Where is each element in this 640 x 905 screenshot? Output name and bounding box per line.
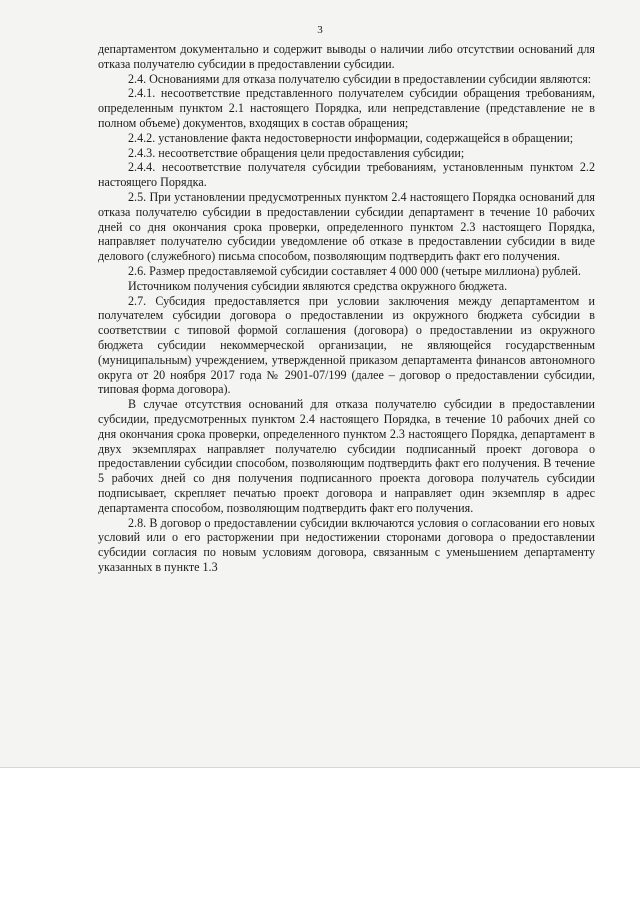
paragraph-continuation: департаментом документально и содержит выводы о наличии либо отсутствии оснований для отказа получателю субсидии в предоставлении субсидии. [98, 42, 595, 71]
document-body [98, 42, 595, 575]
page-number: 3 [317, 24, 323, 36]
paragraph-2-4: 2.4. Основаниями для отказа получателю субсидии в предоставлении субсидии являются: [128, 71, 592, 86]
paragraph-2-8: 2.8. В договор о предоставлении субсидии включаются условия о согласовании его новых условий или о его расторжении при недостижении сторонами договора о предоставлении субсидии согласия по новым условиям договора, связанным с уменьшением департаменту указанных в пункте 1.3 [98, 515, 595, 574]
blank-area [0, 768, 640, 905]
paragraph-2-4-3: 2.4.3. несоответствие обращения цели предоставления субсидии; [128, 145, 465, 160]
paragraph-2-5: 2.5. При установлении предусмотренных пунктом 2.4 настоящего Порядка оснований для отказа получателю субсидии в предоставлении субсидии департамент в течение 10 рабочих дней со дня окончания срока проверки, определенного пунктом 2.3 настоящего Порядка, направляет получателю субсидии уведомление об отказе в предоставлении субсидии в виде делового (служебного) письма способом, позволяющим подтвердить факт его получения. [98, 189, 595, 264]
paragraph-2-7: 2.7. Субсидия предоставляется при условии заключения между департаментом и получателем субсидии договора о предоставлении из окружного бюджета субсидии в соответствии с типовой формой соглашения (договора) о предоставлении из окружного бюджета субсидии некоммерческой организации, не являющейся государственным (муниципальным) учреждением, утвержденной приказом департамента финансов автономного округа от 20 ноября 2017 года № 2901-07/199 (далее – договор о предоставлении субсидии, типовая форма договора). [98, 293, 595, 397]
paragraph-2-4-1: 2.4.1. несоответствие представленного получателем субсидии обращения требованиям, определенным пунктом 2.1 настоящего Порядка, или непредставление (представление не в полном объеме) документов, входящих в состав обращения; [98, 86, 595, 130]
paragraph-funding-source: Источником получения субсидии являются средства окружного бюджета. [128, 278, 508, 293]
paragraph-no-grounds: В случае отсутствия оснований для отказа получателю субсидии в предоставлении субсидии, предусмотренных пунктом 2.4 настоящего Порядка, в течение 10 рабочих дней со дня окончания срока проверки, определенного пунктом 2.3 настоящего Порядка, департамент в двух экземплярах направляет получателю субсидии подписанный проект договора о предоставлении субсидии способом, позволяющим подтвердить факт его получения. В течение 5 рабочих дней со дня получения подписанного проекта договора получатель субсидии подписывает, скрепляет печатью проект договора и направляет один экземпляр в адрес департамента способом, позволяющим подтвердить факт его получения. [98, 397, 595, 515]
paragraph-2-4-2: 2.4.2. установление факта недостоверности информации, содержащейся в обращении; [128, 130, 574, 145]
paragraph-2-4-4: 2.4.4. несоответствие получателя субсидии требованиям, установленным пунктом 2.2 настоящего Порядка. [98, 160, 595, 190]
paragraph-2-6: 2.6. Размер предоставляемой субсидии составляет 4 000 000 (четыре миллиона) рублей. [128, 263, 581, 278]
